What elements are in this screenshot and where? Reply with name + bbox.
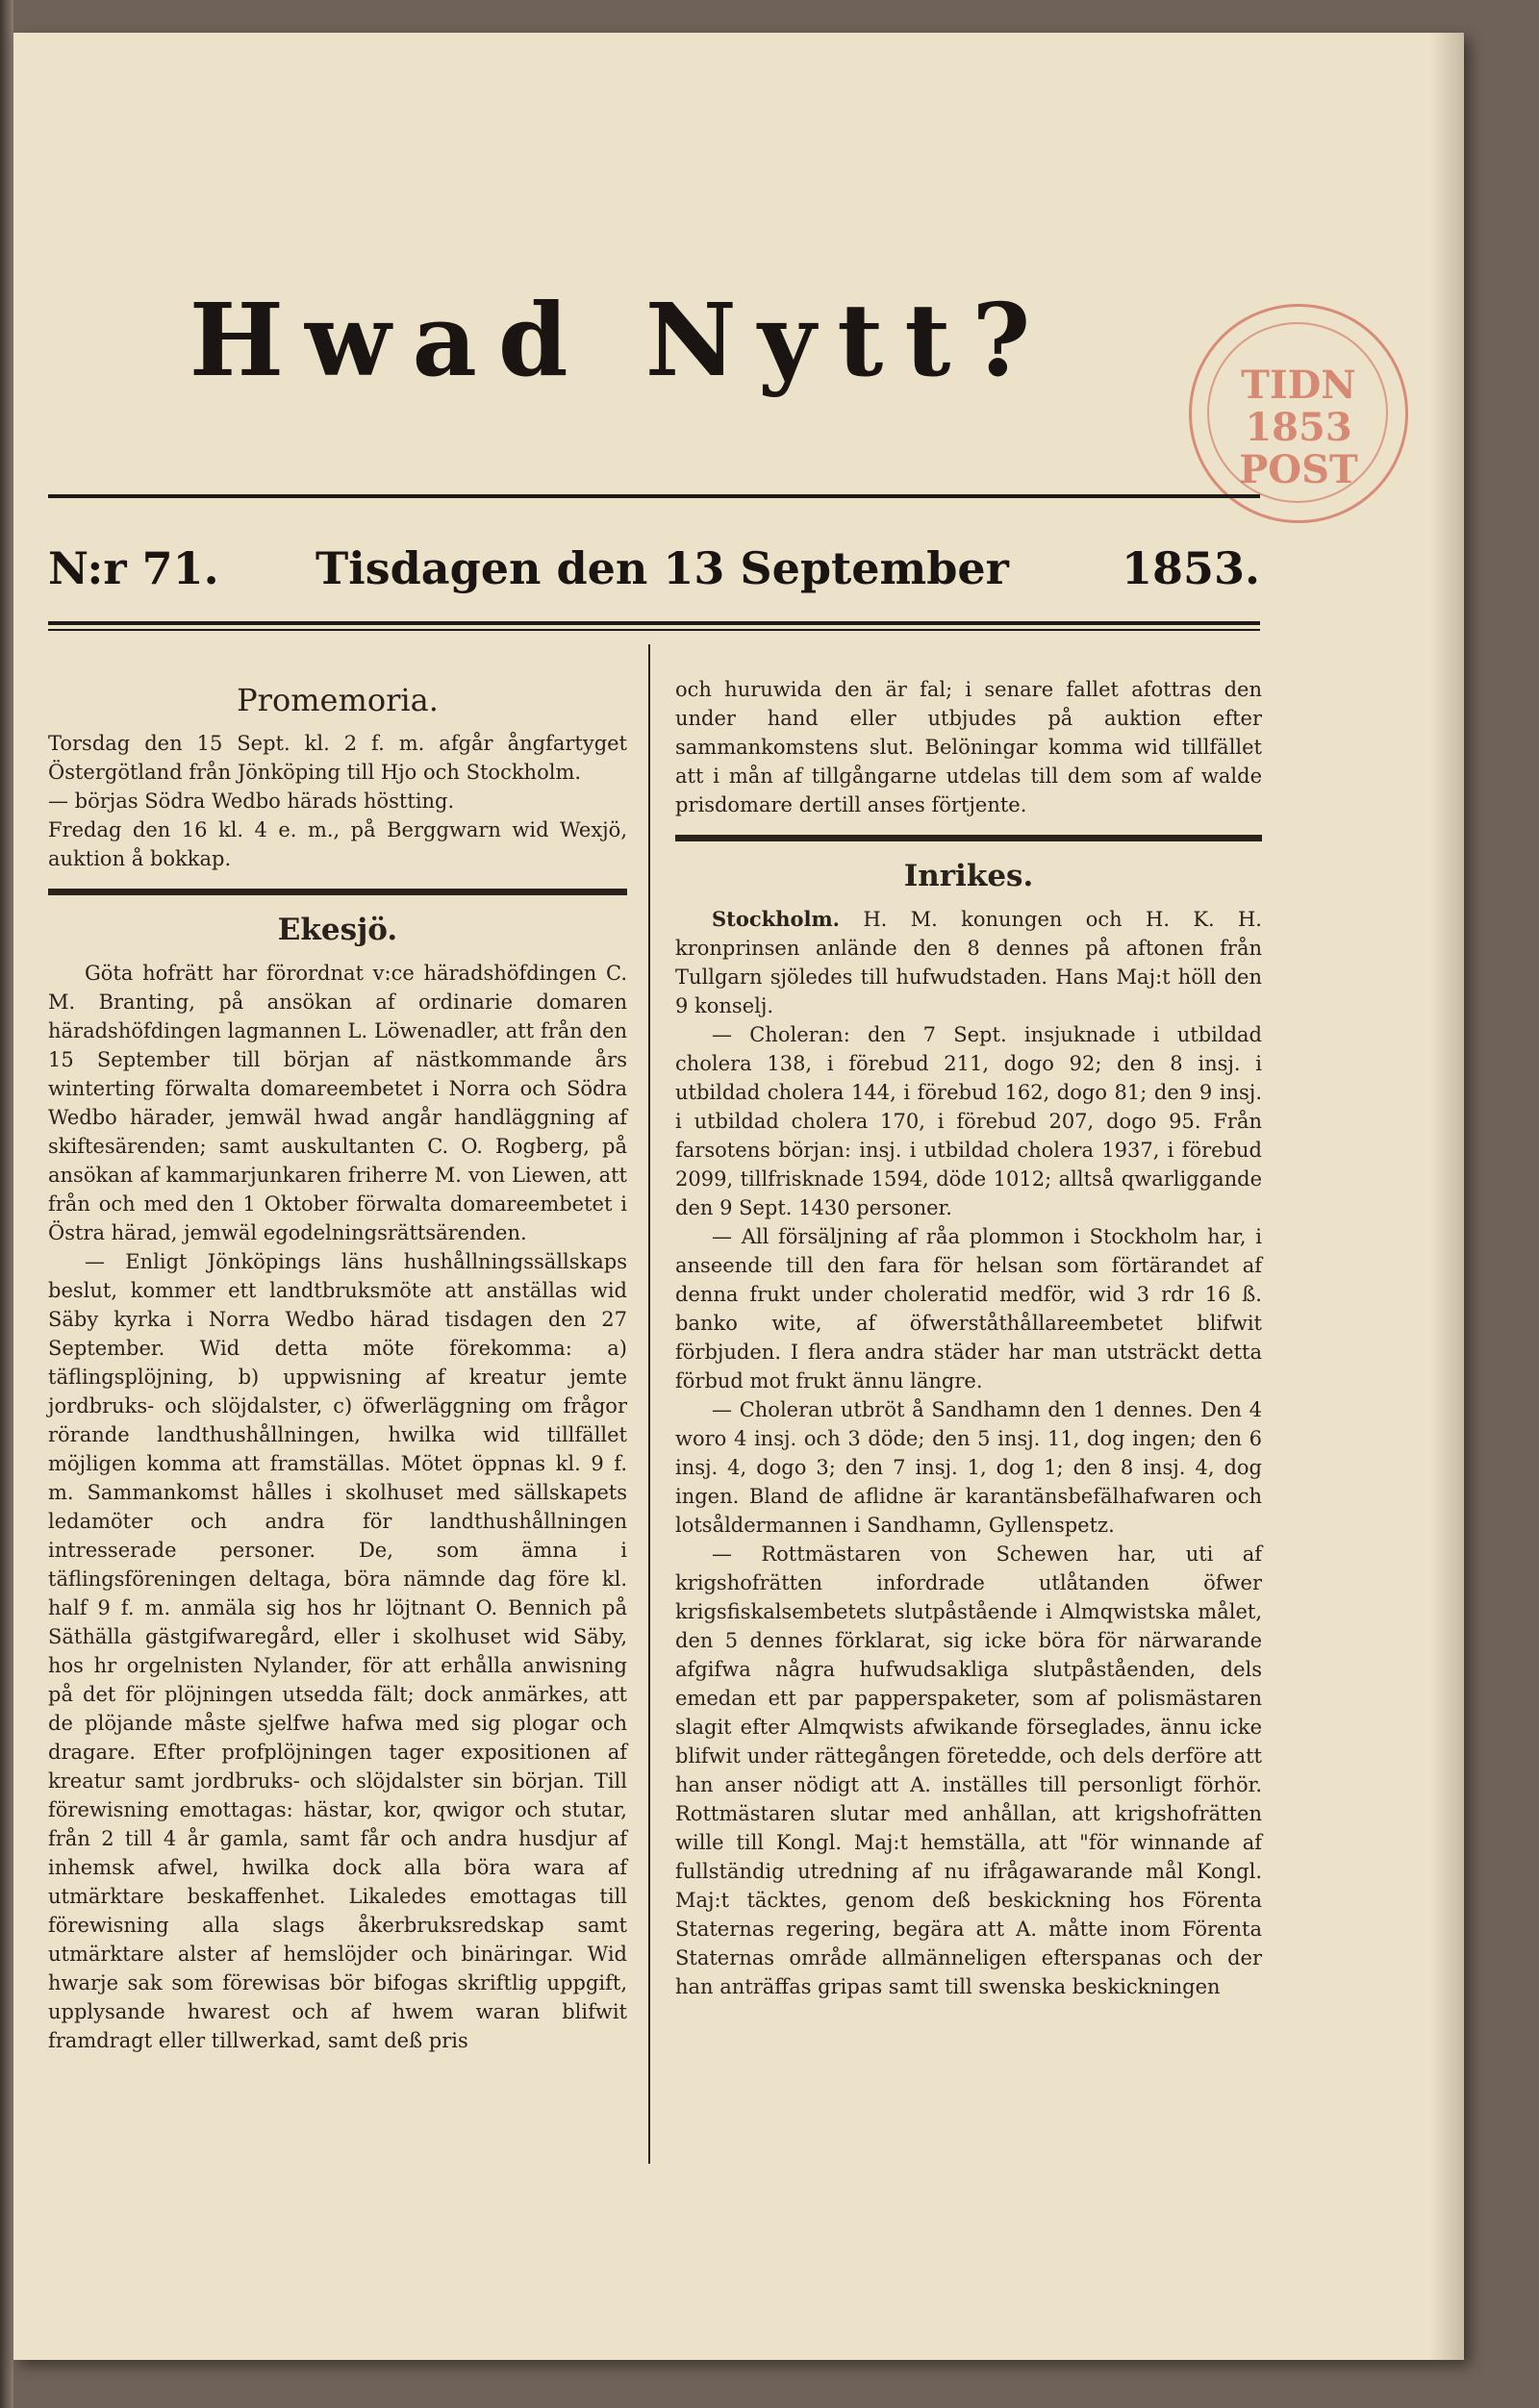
news-paragraph [675,1395,1262,1540]
masthead-title: Hwad Nytt? [189,281,1052,399]
news-text: H. M. konungen och H. K. H. kronprinsen anlände den 8 dennes på aftonen från Tullgarn sjöledes till hufwudstaden. Hans Maj:t höll den 9 konselj. [675,908,1262,1017]
right-column [675,675,1262,2001]
issue-rule-bottom [48,629,1260,631]
issue-year: 1853. [1121,542,1260,594]
issue-date: Tisdagen den 13 September [315,542,1009,594]
newspaper-page [13,33,1464,2360]
news-paragraph [675,1540,1262,2001]
issue-rule-top [48,621,1260,625]
news-lead: Stockholm. [712,907,840,931]
section-separator [675,835,1262,841]
left-column [48,675,627,2055]
issue-number: N:r 71. [48,542,219,594]
article-paragraph: — Enligt Jönköpings läns hushållningssällskaps beslut, kommer ett landtbruksmöte att anställas wid Säby kyrka i Norra Wedbo härad tisdagen den 27 September. Wid detta möte förekomma: a) täflingsplöjning, b) uppwisning af kreatur jemte jordbruks- och slöjdalster, c) öfwerläggning om frågor rörande landthushållningen, hwilka wid tillfället möjligen komma att framställas. Mötet öppnas kl. 9 f. m. Sammankomst hålles i skolhuset med sällskapets ledamöter och andra för landthushållningen intresserade personer. De, som ämna i täflingsföreningen deltaga, böra nämnde dag före kl. half 9 f. m. anmäla sig hos hr löjtnant O. Bennich på Säthälla gästgifwaregård, eller i skolhuset wid Säby, hos hr orgelnisten Nylander, för att erhålla anwisning på det för plöjningen utsedda fält; dock anmärkes, att de plöjande måste sjelfwe hafwa med sig plogar och dragare. Efter profplöjningen tager expositionen af kreatur samt jordbruks- och slöjdalster sin början. Till förewisning emottagas: hästar, kor, qwigor och stutar, från 2 till 4 år gamla, samt får och andra husdjur af inhemsk afwel, hwilka dock alla böra wara af utmärktare beskaffenhet. Likaledes emottagas till förewisning alla slags åkerbruksredskap samt utmärktare alster af hemslöjder och binäringar. Wid hwarje sak som förewisas bör bifogas skriftlig uppgift, upplysande hwarest och af hwem waran blifwit framdragt eller tillwerkad, samt deß pris [48,1250,627,2052]
promemoria-item: Torsdag den 15 Sept. kl. 2 f. m. afgår ångfartyget Östergötland från Jönköping till Hjo och Stockholm. [48,732,627,784]
continuation-paragraph: och huruwida den är fal; i senare fallet afottras den under hand eller utbjudes på auktion efter sammankomstens slut. Belöningar komma wid tillfället att i mån af tillgångarne utdelas till dem som af walde prisdomare dertill anses förtjente. [675,678,1262,816]
top-rule [48,494,1260,498]
news-text: — Choleran: den 7 Sept. insjuknade i utbildad cholera 138, i förebud 211, dogo 92; den 8 insj. i utbildad cholera 144, i förebud 162, dogo 81; den 9 insj. i utbildad cholera 170, i förebud 207, dogo 95. Från farsotens början: insj. i utbildad cholera 1937, i förebud 2099, tillfrisknade 1594, döde 1012; alltså qwarliggande den 9 Sept. 1430 personer. [675,1023,1262,1219]
post-stamp [1189,304,1408,523]
article-paragraph: Göta hofrätt har förordnat v:ce häradshöfdingen C. M. Branting, på ansökan af ordinarie domaren häradshöfdingen lagmannen L. Löwenadler, att från den 15 September till början af nästkommande års winterting förwalta domareembetet i Norra och Södra Wedbo härader, jemwäl hwad angår handläggning af skiftesärenden; samt auskultanten C. O. Rogberg, på ansökan af kammarjunkaren friherre M. von Liewen, att från och med den 1 Oktober förwalta domareembetet i Östra härad, jemwäl egodelningsrättsärenden. [48,962,627,1244]
news-paragraph [675,905,1262,1020]
binding-edge [0,0,13,2408]
column-divider [648,644,650,2164]
promemoria-heading: Promemoria. [237,682,439,718]
eksjo-heading: Ekesjö. [277,913,398,947]
news-text: — Rottmästaren von Schewen har, uti af krigshofrätten infordrade utlåtanden öfwer krigsfiskalsembetets slutpåstående i Almqwistska målet, den 5 dennes förklarat, sig icke böra för närwarande afgifwa några hufwudsakliga slutpåståenden, dels emedan ett par papperspaketer, som af polismästaren slagit efter Almqwists afwikande förseglades, ännu icke blifwit under rättegången företedde, och dels derföre att han anser nödigt att A. inställes till personligt förhör. Rottmästaren slutar med anhållan, att krigshofrätten wille till Kongl. Maj:t hemställa, att "för winnande af fullständig utredning af nu ifrågawarande mål Kongl. Maj:t täcktes, genom deß beskickning hos Förenta Staternas regering, begära att A. måtte inom Förenta Staternas område allmänneligen efterspanas och der han anträffas gripas samt till swenska beskickningen [675,1543,1262,1998]
news-paragraph [675,1020,1262,1222]
news-text: — All försäljning af råa plommon i Stockholm har, i anseende till den fara för helsan som förtärandet af denna frukt under choleratid medför, wid 3 rdr 16 ß. banko wite, af öfwerståthållareembetet blifwit förbjuden. I flera andra städer har man utsträckt detta förbud mot frukt ännu längre. [675,1225,1262,1392]
news-text: — Choleran utbröt å Sandhamn den 1 dennes. Den 4 woro 4 insj. och 3 döde; den 5 insj. 11, dog ingen; den 6 insj. 4, dogo 3; den 7 insj. 1, dog 1; den 8 insj. 4, dog ingen. Bland de aflidne är karantänsbefälhafwaren och lotsåldermannen i Sandhamn, Gyllenspetz. [675,1398,1262,1537]
inrikes-heading: Inrikes. [903,859,1034,893]
issue-line [48,542,1260,612]
promemoria-item: — börjas Södra Wedbo härads höstting. [48,790,455,813]
promemoria-item: Fredag den 16 kl. 4 e. m., på Berggwarn wid Wexjö, auktion å bokkap. [48,818,627,870]
news-paragraph [675,1222,1262,1395]
section-separator [48,889,627,895]
page-shadow [1429,33,1464,2360]
stamp-text: TIDN 1853 POST [1239,363,1358,492]
